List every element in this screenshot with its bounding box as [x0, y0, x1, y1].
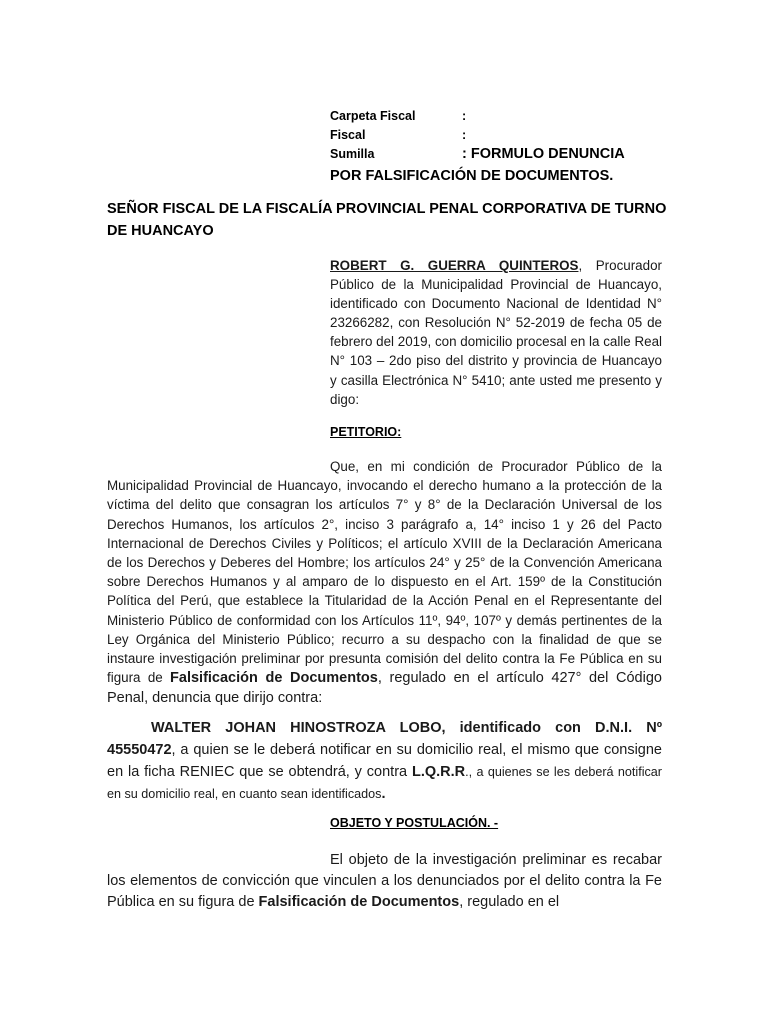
addressee-heading: SEÑOR FISCAL DE LA FISCALÍA PROVINCIAL PENAL CORPORATIVA DE TURNO DE HUANCAYO: [107, 201, 667, 239]
accused-name: WALTER JOHAN HINOSTROZA LOBO, identificado con D.N.I. Nº 45550472: [107, 720, 662, 758]
carpeta-fiscal-colon: :: [462, 109, 467, 123]
objeto-text-b: , regulado en el: [459, 894, 560, 910]
objeto-crime: Falsificación de Documentos: [258, 894, 460, 910]
carpeta-fiscal-row: [330, 107, 660, 126]
petitorio-crime: Falsificación de Documentos: [170, 670, 378, 687]
procurador-name: ROBERT G. GUERRA QUINTEROS: [330, 258, 579, 273]
introduction-text: , Procurador Público de la Municipalidad Provincial de Huancayo, identificado con Documento Nacional de Identidad N° 23266282, con Resolución N° 52-2019 de fecha 05 de febrero del 2019, con domicilio procesal en la calle Real N° 103 – 2do piso del distrito y provincia de Huancayo y casilla Electrónica N° 5410; ante usted me presento y digo:: [330, 258, 662, 407]
sumilla-row: [330, 145, 660, 164]
fiscal-row: [330, 126, 660, 145]
accused-lqrr: L.Q.R.R: [411, 764, 466, 780]
petitorio-paragraph: [107, 457, 662, 709]
accused-paragraph: [107, 717, 662, 805]
fiscal-label: Fiscal: [330, 128, 366, 142]
petitorio-text-a: Que, en mi condición de Procurador Público de la Municipalidad Provincial de Huancayo, invocando el derecho humano a la protección de la víctima del delito que consagran los artículos 7° y 8° de la Declaración Universal de los Derechos Humanos, los artículos 2°, inciso 3 parágrafo a, 14° inciso 1 y 26 del Pacto Internacional de Derechos Civiles y Políticos; el artículo XVIII de la Declaración Americana de los Derechos y Deberes del Hombre; los artículos 24° y 25° de la Convención Americana sobre Derechos Humanos y al amparo de lo dispuesto en el Art. 159º de la Constitución Política del Perú, que establece la Titularidad de la Acción Penal en el Representante del Ministerio Público de conformidad con los Artículos 11º, 94º, 107º y demás pertinentes de la Ley Orgánica del Ministerio Público; recurro a su despacho con la finalidad de que se instaure investigación preliminar por presunta comisión del delito contra la Fe Pública en su figura de: [107, 459, 662, 686]
fiscal-colon: :: [462, 128, 467, 142]
accused-text-a: , a quien se le deberá notificar en su domicilio real, el mismo que consigne en la ficha RENIEC que se obtendrá, y contra: [107, 742, 662, 780]
sumilla-label: Sumilla: [330, 147, 375, 161]
accused-end: .: [381, 786, 386, 802]
accused-text-b: ., a quienes se les deberá notificar en su domicilio real, en cuanto sean identificados: [107, 765, 662, 801]
sumilla-value: : FORMULO DENUNCIA: [462, 146, 625, 162]
introduction-paragraph: [330, 256, 662, 409]
objeto-paragraph: [107, 850, 662, 913]
petitorio-title: PETITORIO:: [330, 425, 402, 439]
carpeta-fiscal-label: Carpeta Fiscal: [330, 109, 416, 123]
objeto-text-a: El objeto de la investigación preliminar es recabar los elementos de convicción que vinculen a los denunciados por el delito contra la Fe Pública en su figura de: [107, 852, 662, 910]
petitorio-text-b: , regulado en el artículo 427° del Código Penal, denuncia que dirijo contra:: [107, 670, 662, 707]
objeto-title: OBJETO Y POSTULACIÓN. -: [330, 816, 499, 830]
case-header: [330, 107, 660, 187]
sumilla-continuation: POR FALSIFICACIÓN DE DOCUMENTOS.: [330, 168, 614, 184]
